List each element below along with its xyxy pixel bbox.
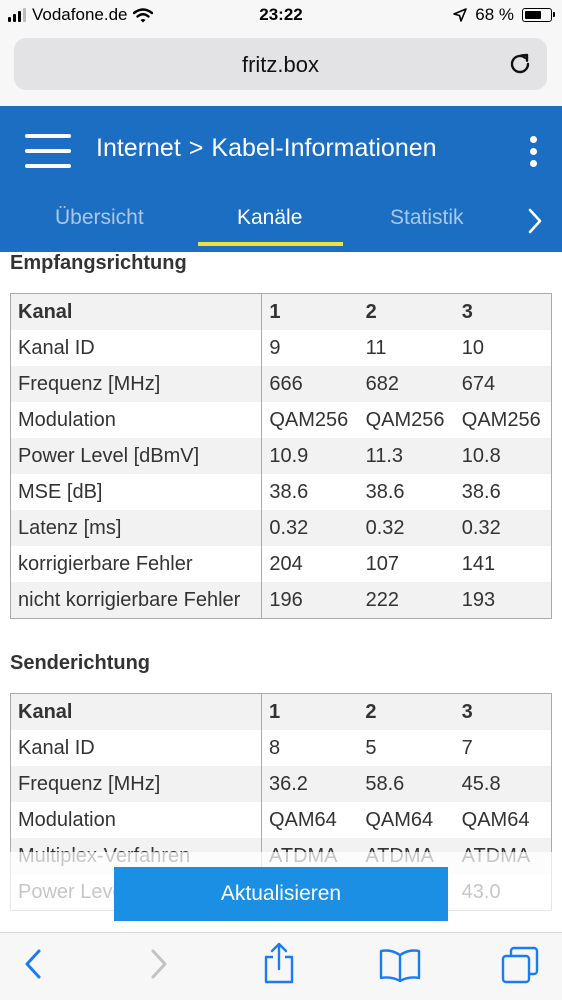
send-channel-3-value: 3 — [455, 694, 552, 731]
receive-channel-1-value: 0.32 — [262, 510, 359, 546]
receive-channel-3-value: QAM256 — [461, 408, 541, 431]
breadcrumb-parent[interactable]: Internet — [96, 134, 181, 162]
receive-row-label: Modulation — [11, 402, 262, 438]
chevron-right-icon[interactable] — [526, 208, 544, 234]
clock: 23:22 — [259, 5, 303, 24]
carrier-name: Vodafone.de — [32, 5, 128, 24]
receive-channel-2-value: 0.32 — [359, 510, 455, 546]
receive-channel-3-value: 38.6 — [461, 480, 501, 503]
receive-header-row — [11, 294, 552, 331]
receive-channel-2-value: 11.3 — [359, 438, 455, 474]
receive-row — [11, 330, 552, 366]
receive-channel-3-value: 0.32 — [455, 510, 552, 546]
receive-row-label: Kanal ID — [11, 330, 262, 366]
receive-row-label: Latenz [ms] — [11, 510, 262, 546]
send-channel-2-value: QAM64 — [365, 808, 434, 831]
send-channel-1-value: 1 — [262, 694, 359, 731]
address-bar[interactable] — [14, 38, 547, 90]
receive-channel-2-value: 107 — [365, 552, 399, 575]
receive-channel-1-value: 204 — [269, 552, 303, 575]
receive-channel-2-value: 38.6 — [365, 480, 405, 503]
send-section-title: Senderichtung — [10, 652, 151, 674]
send-row — [11, 730, 552, 766]
send-channel-1-value: 36.2 — [262, 766, 359, 802]
receive-section-title: Empfangsrichtung — [10, 252, 187, 274]
send-channel-3-value: 45.8 — [455, 766, 552, 802]
status-right — [453, 5, 552, 25]
reload-icon[interactable] — [507, 51, 533, 77]
send-channel-3-value: QAM64 — [461, 808, 530, 831]
receive-channel-2-value: 222 — [359, 582, 455, 619]
send-header-row — [11, 694, 552, 731]
breadcrumb-current: Kabel-Informationen — [211, 134, 437, 162]
receive-channel-3-value: 141 — [461, 552, 496, 575]
receive-channel-3-value: 193 — [455, 582, 552, 619]
receive-row — [11, 474, 552, 510]
send-channel-1-value: QAM64 — [269, 808, 337, 831]
receive-row-label: Kanal — [11, 294, 262, 331]
receive-row — [11, 546, 552, 582]
receive-channel-2-value: 682 — [359, 366, 455, 402]
menu-icon[interactable] — [25, 134, 71, 168]
receive-channel-3-value: 674 — [455, 366, 552, 402]
send-channel-2-value: 2 — [358, 694, 454, 731]
receive-row-label: korrigierbare Fehler — [11, 546, 262, 582]
receive-row — [11, 582, 552, 619]
status-bar — [0, 0, 562, 32]
receive-channel-1-value: 196 — [262, 582, 359, 619]
receive-channel-2-value: QAM256 — [365, 408, 445, 431]
tab-bar — [0, 202, 562, 252]
receive-channel-2-value: 2 — [359, 294, 455, 331]
send-channel-3-value: 7 — [461, 736, 473, 759]
receive-channel-1-value: 38.6 — [269, 480, 309, 503]
send-row-label: Kanal ID — [11, 730, 262, 766]
send-row-label: Kanal — [11, 694, 262, 731]
send-row — [11, 802, 552, 838]
bookmarks-icon[interactable] — [378, 947, 422, 983]
receive-row-label: Power Level [dBmV] — [11, 438, 262, 474]
receive-row-label: MSE [dB] — [11, 474, 262, 510]
send-channel-2-value: 58.6 — [358, 766, 454, 802]
breadcrumb-separator: > — [188, 134, 204, 162]
receive-channel-1-value: 1 — [262, 294, 359, 331]
receive-channel-3-value: 10.8 — [455, 438, 552, 474]
send-row-label: Modulation — [11, 802, 262, 838]
tab-uebersicht[interactable]: Übersicht — [55, 206, 144, 229]
receive-row — [11, 510, 552, 546]
browser-toolbar — [0, 932, 562, 1000]
receive-row — [11, 366, 552, 402]
update-button[interactable]: Aktualisieren — [114, 867, 448, 921]
url-text[interactable]: fritz.box — [241, 52, 320, 77]
tabs-icon[interactable] — [500, 945, 540, 985]
send-row — [11, 766, 552, 802]
more-options-icon[interactable] — [530, 136, 538, 172]
receive-channel-table — [10, 293, 552, 619]
receive-channel-3-value: 3 — [455, 294, 552, 331]
battery-icon — [522, 8, 552, 22]
receive-row-label: Frequenz [MHz] — [11, 366, 262, 402]
send-channel-2-value: 5 — [365, 736, 377, 759]
receive-row-label: nicht korrigierbare Fehler — [11, 582, 262, 619]
receive-channel-1-value: QAM256 — [269, 408, 349, 431]
receive-channel-1-value: 666 — [262, 366, 359, 402]
receive-channel-1-value: 9 — [269, 336, 281, 359]
tab-statistik[interactable]: Statistik — [390, 206, 464, 229]
receive-row — [11, 438, 552, 474]
forward-icon[interactable] — [148, 947, 170, 981]
share-icon[interactable] — [262, 941, 296, 985]
app-header — [0, 106, 562, 252]
receive-channel-3-value: 10 — [461, 336, 485, 359]
send-channel-1-value: 8 — [269, 736, 281, 759]
location-arrow-icon — [453, 8, 467, 22]
browser-address-area — [0, 32, 562, 106]
tab-kanaele[interactable]: Kanäle — [237, 206, 303, 229]
receive-channel-2-value: 11 — [365, 336, 387, 359]
receive-channel-1-value: 10.9 — [262, 438, 359, 474]
receive-row — [11, 402, 552, 438]
breadcrumb — [96, 134, 437, 163]
back-icon[interactable] — [22, 947, 44, 981]
active-tab-indicator — [198, 242, 343, 246]
battery-percent: 68 % — [475, 5, 514, 24]
send-row-label: Frequenz [MHz] — [11, 766, 262, 802]
